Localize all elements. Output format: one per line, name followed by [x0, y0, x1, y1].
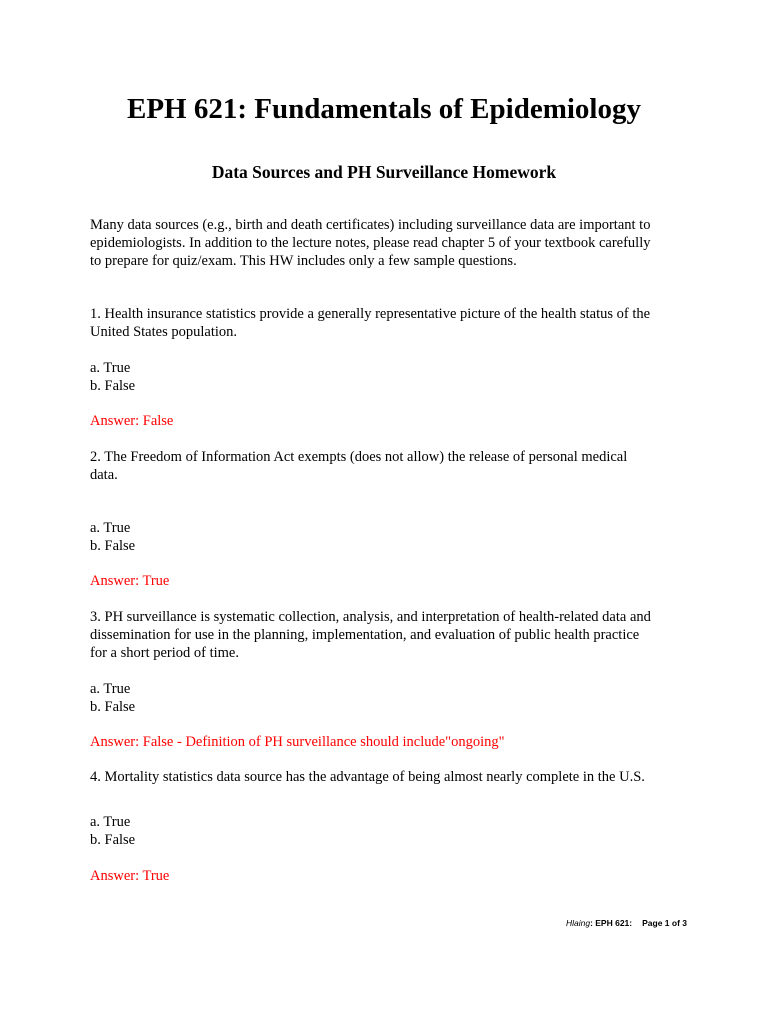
question-1-text	[90, 305, 690, 341]
footer-page-number: Page 1 of 3	[642, 918, 687, 928]
question-2-options	[90, 519, 690, 555]
option-true: a. True	[90, 360, 131, 376]
intro-line: epidemiologists. In addition to the lecture notes, please read chapter 5 of your textbook carefully	[90, 235, 651, 251]
question-4-options	[90, 813, 690, 849]
option-false: b. False	[90, 699, 136, 715]
question-line: 3. PH surveillance is systematic collection, analysis, and interpretation of health-related data and	[90, 609, 651, 625]
page-title: EPH 621: Fundamentals of Epidemiology	[127, 93, 641, 125]
question-1-options	[90, 359, 690, 395]
question-3-options	[90, 680, 690, 716]
intro-paragraph	[90, 216, 690, 270]
question-4-answer: Answer: True	[90, 868, 170, 884]
question-3-answer: Answer: False - Definition of PH surveillance should include"ongoing"	[90, 734, 505, 750]
option-false: b. False	[90, 538, 136, 554]
question-line: for a short period of time.	[90, 645, 239, 661]
question-2-answer: Answer: True	[90, 573, 170, 589]
option-false: b. False	[90, 378, 136, 394]
question-line: 1. Health insurance statistics provide a generally representative picture of the health status of the	[90, 306, 651, 322]
footer-course: : EPH 621:	[590, 918, 633, 928]
question-line: 2. The Freedom of Information Act exempts (does not allow) the release of personal medical	[90, 449, 628, 465]
page-footer	[566, 918, 687, 928]
question-line: dissemination for use in the planning, implementation, and evaluation of public health practice	[90, 627, 640, 643]
question-line: data.	[90, 467, 118, 483]
intro-line: Many data sources (e.g., birth and death certificates) including surveillance data are important to	[90, 217, 651, 233]
question-2-text	[90, 448, 690, 484]
option-true: a. True	[90, 520, 131, 536]
option-true: a. True	[90, 814, 131, 830]
intro-line: to prepare for quiz/exam. This HW includes only a few sample questions.	[90, 253, 517, 269]
page-subtitle: Data Sources and PH Surveillance Homework	[211, 162, 557, 182]
option-false: b. False	[90, 832, 136, 848]
question-line: 4. Mortality statistics data source has the advantage of being almost nearly complete in the U.S.	[90, 769, 645, 785]
question-line: United States population.	[90, 324, 237, 340]
question-3-text	[90, 608, 690, 662]
footer-author: Hlaing	[565, 918, 591, 928]
option-true: a. True	[90, 681, 131, 697]
question-4-text	[90, 768, 690, 786]
question-1-answer: Answer: False	[90, 413, 174, 429]
